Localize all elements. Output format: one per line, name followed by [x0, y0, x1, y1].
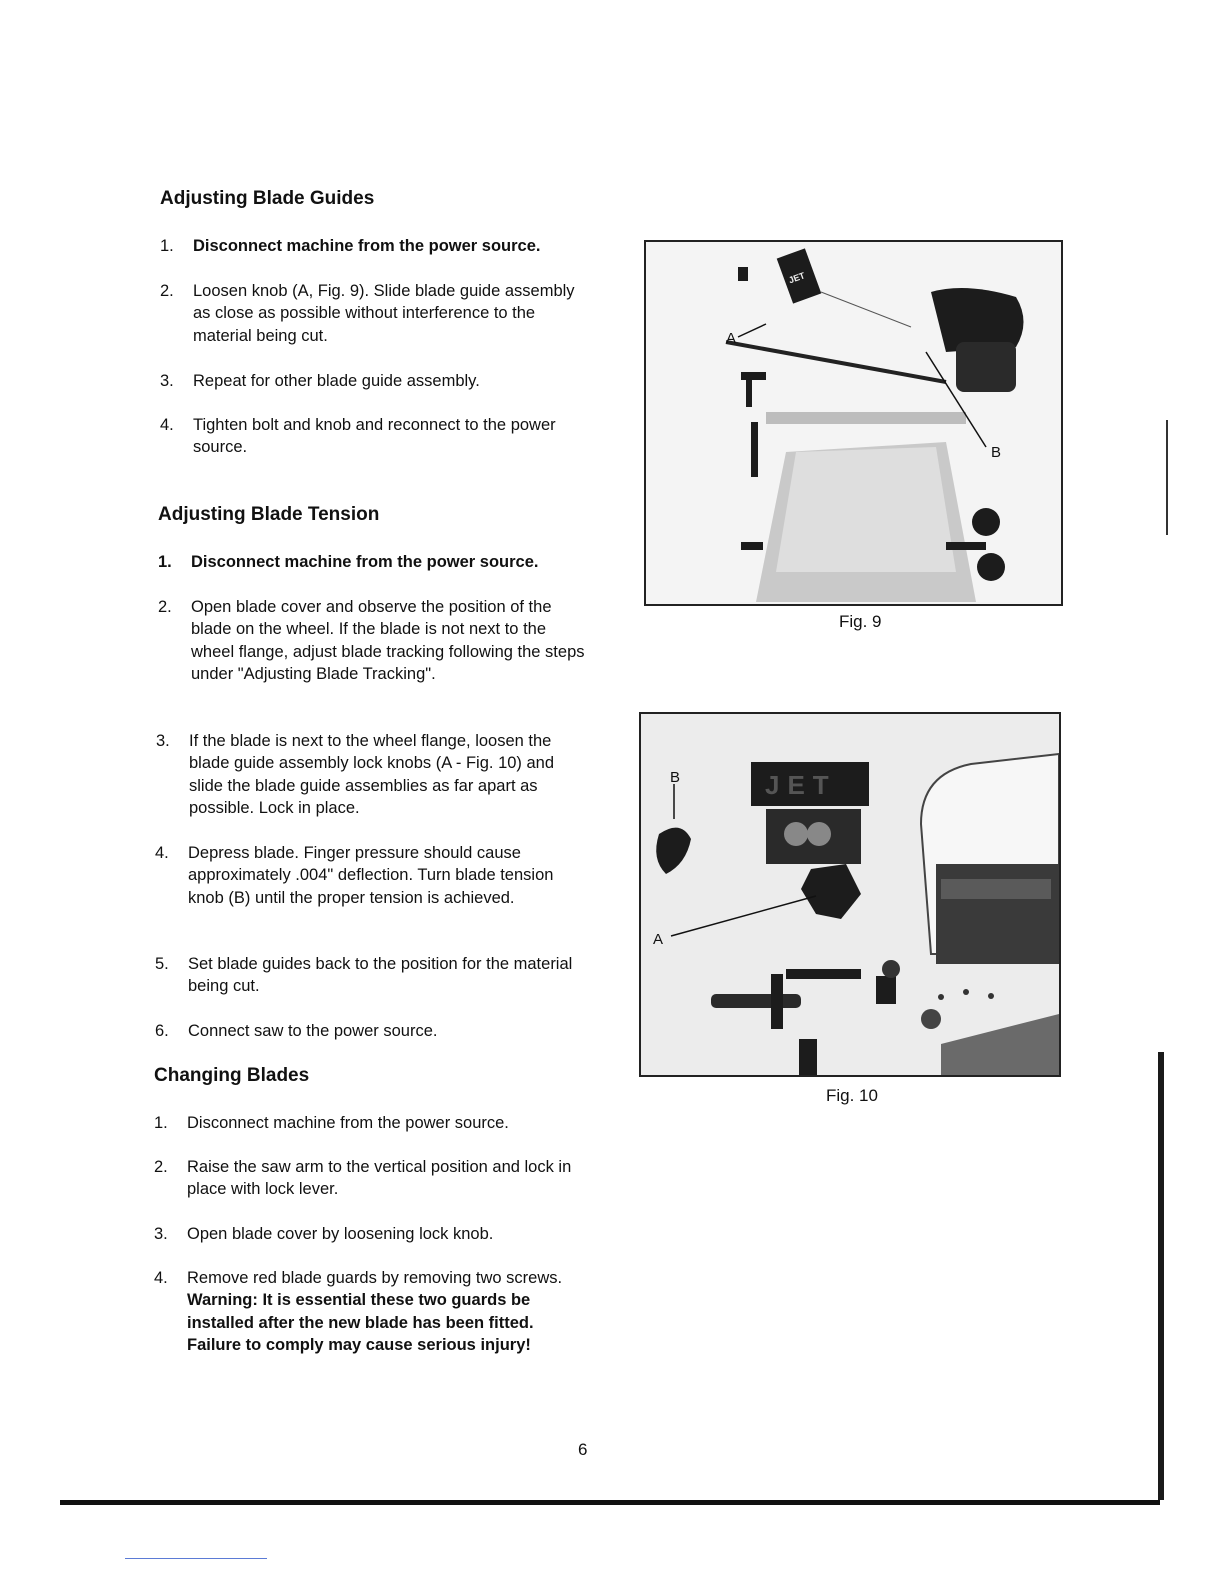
bandsaw-photo-fig9 [646, 242, 1061, 604]
step-text: Disconnect machine from the power source. [191, 553, 539, 571]
step-text: Repeat for other blade guide assembly. [193, 372, 480, 390]
blade-guide-photo-fig10 [641, 714, 1059, 1075]
step-text: Disconnect machine from the power source. [193, 237, 541, 255]
step-number: 1. [160, 237, 174, 255]
bottom-rule [60, 1500, 1160, 1505]
jet-logo: JET [765, 770, 837, 800]
figure-10-photo [639, 712, 1061, 1077]
figure-10-caption: Fig. 10 [826, 1086, 878, 1105]
step-number: 1. [154, 1114, 168, 1132]
step-number: 2. [154, 1158, 168, 1176]
step-number: 1. [158, 553, 172, 571]
step-text-plain: Remove red blade guards by removing two screws. [187, 1269, 563, 1287]
step-text: Set blade guides back to the position for the material being cut. [188, 955, 573, 996]
step-text: If the blade is next to the wheel flange, loosen the blade guide assembly lock knobs (A - Fig. 10) and slide the blade guide assemblies as far apart as possible. Lock in place. [189, 732, 555, 818]
step-text: Tighten bolt and knob and reconnect to the power source. [193, 416, 556, 457]
footer-link-rule [125, 1558, 267, 1559]
step-number: 5. [155, 955, 169, 973]
figure-label-a: A [726, 330, 737, 347]
step-number: 3. [156, 732, 170, 750]
step-number: 2. [160, 282, 174, 300]
step-number: 6. [155, 1022, 169, 1040]
section-heading-adjusting-blade-guides: Adjusting Blade Guides [160, 188, 375, 209]
figure-label-b: B [991, 444, 1002, 461]
step-text [187, 1267, 582, 1357]
step-number: 4. [155, 844, 169, 862]
step-number: 3. [154, 1225, 168, 1243]
step-text: Disconnect machine from the power source. [187, 1114, 509, 1132]
page-number: 6 [578, 1440, 588, 1459]
figure-9-caption: Fig. 9 [839, 612, 882, 631]
step-text: Depress blade. Finger pressure should cause approximately .004" deflection. Turn blade tension knob (B) until the proper tension is achieved. [188, 844, 554, 907]
step-text: Loosen knob (A, Fig. 9). Slide blade guide assembly as close as possible without interference to the material being cut. [193, 282, 575, 345]
step-text: Open blade cover by loosening lock knob. [187, 1225, 494, 1243]
step-text: Open blade cover and observe the position of the blade on the wheel. If the blade is not next to the wheel flange, adjust blade tracking following the steps under "Adjusting Blade Tracking". [191, 598, 585, 684]
step-number: 4. [154, 1269, 168, 1287]
section-heading-changing-blades: Changing Blades [154, 1065, 310, 1086]
step-text: Raise the saw arm to the vertical position and lock in place with lock lever. [187, 1158, 572, 1199]
figure-label-b: B [670, 769, 681, 786]
step-number: 4. [160, 416, 174, 434]
figure-label-a: A [653, 931, 664, 948]
figure-9-photo [644, 240, 1063, 606]
right-edge-mark [1166, 420, 1168, 535]
right-edge-bar [1158, 1052, 1164, 1500]
section-heading-adjusting-blade-tension: Adjusting Blade Tension [158, 504, 380, 525]
warning-text: Warning: It is essential these two guards be installed after the new blade has been fitted. Failure to comply may cause serious injury! [187, 1291, 534, 1355]
step-text: Connect saw to the power source. [188, 1022, 438, 1040]
step-number: 3. [160, 372, 174, 390]
step-number: 2. [158, 598, 172, 616]
jet-logo: JET [787, 270, 807, 286]
